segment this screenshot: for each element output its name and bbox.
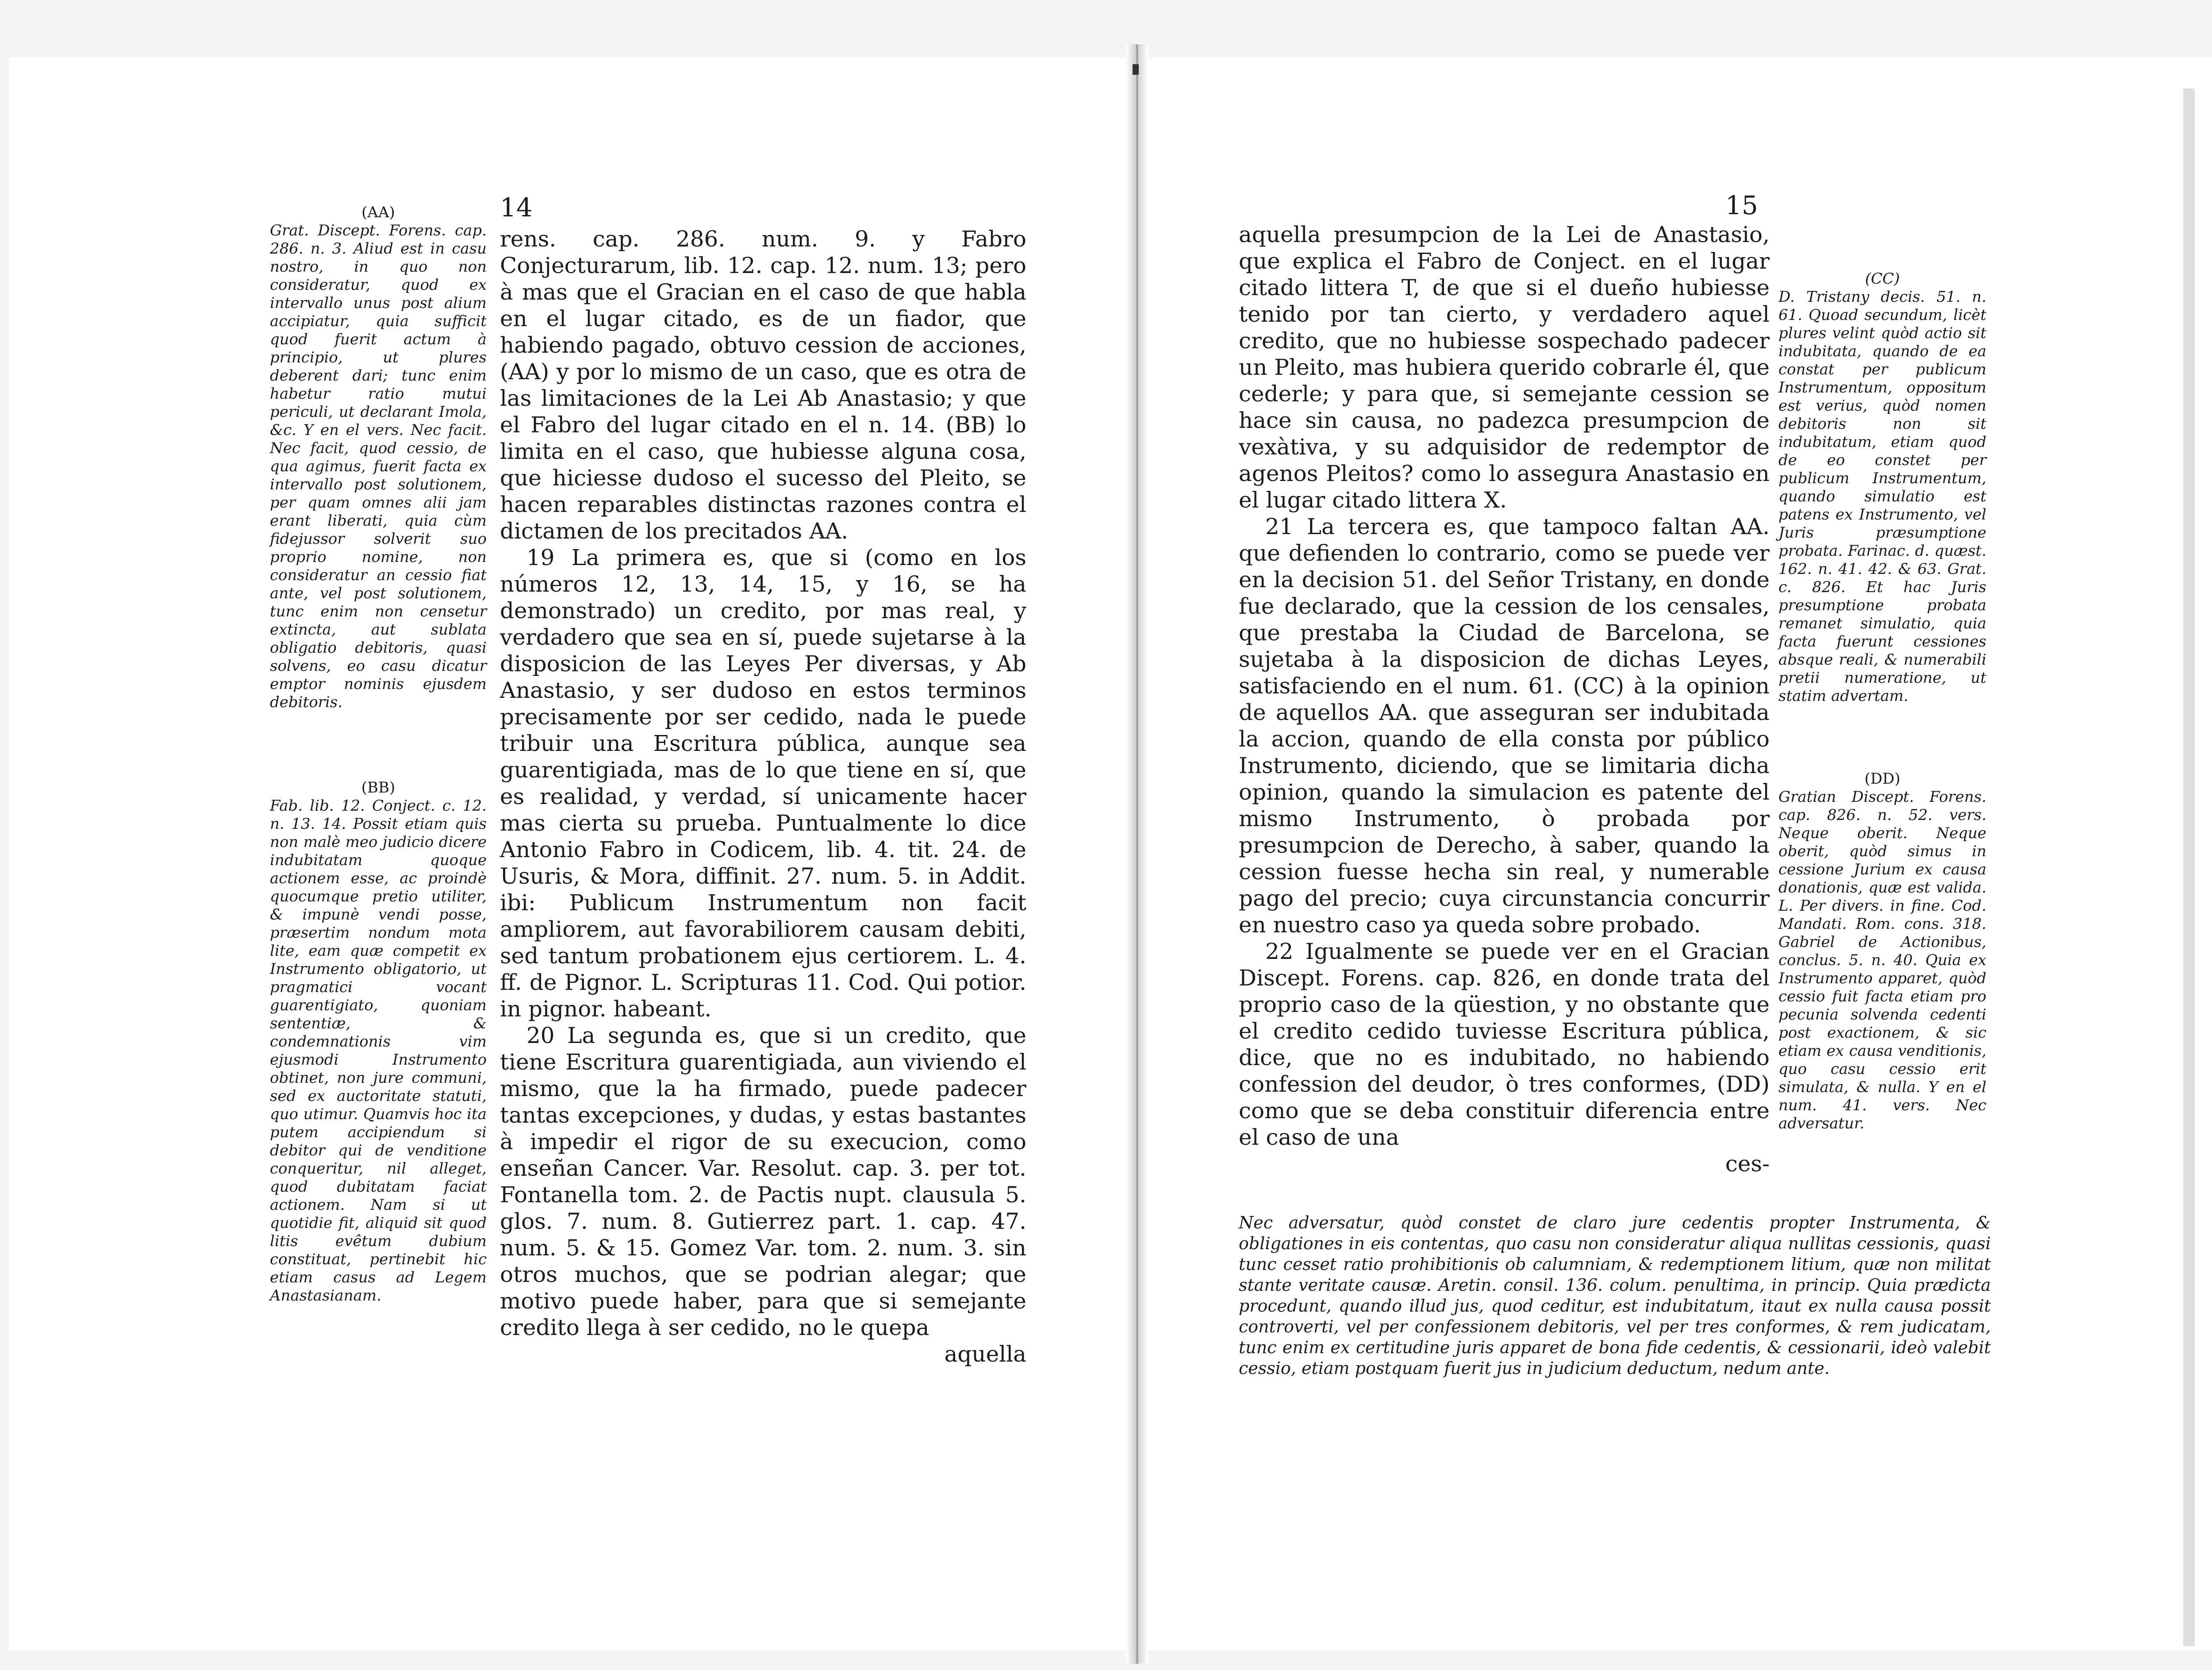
page-number-right: 15 [1725, 190, 1758, 220]
catchword-left: aquella [944, 1341, 1026, 1367]
sidenote-bb [270, 779, 487, 1305]
sidenote-aa-body: Grat. Discept. Forens. cap. 286. n. 3. Aliud est in casu nostro, in quo non consideratur, quod ex intervallo unus post alium accipiatur, quia sufficit quod fuerit actum à principio, ut plures deberent dari; tunc enim habetur ratio mutui periculi, ut declarant Imola, &c. Y en el vers. Nec facit. Nec facit, quod cessio, de qua agimus, fuerit facta ex intervallo post solutionem, per quam omnes alii jam erant liberati, quia cùm fidejussor solverit suo proprio nomine, non consideratur an cessio fiat ante, vel post solutionem, tunc enim non censetur extincta, aut sublata obligatio debitoris, quasi solvens, eo casu dicatur emptor nominis ejusdem debitoris. [270, 222, 487, 711]
paragraph-19: 19 La primera es, que si (como en los números 12, 13, 14, 15, y 16, se ha demonstrado) un credito, por mas real, y verdadero que sea en sí, puede sujetarse à la disposicion de las Leyes Per diversas, y Ab Anastasio, y ser dudoso en estos terminos precisamente por ser cedido, nada le puede tribuir una Escritura pública, aunque sea guarentigiada, mas de lo que tiene en sí, que es realidad, y verdad, sí unicamente hacer mas cierta su prueba. Puntualmente lo dice Antonio Fabro in Codicem, lib. 4. tit. 24. de Usuris, & Mora, diffinit. 27. num. 5. in Addit. ibi: Publicum Instrumentum non facit ampliorem, aut favorabiliorem causam debiti, sed tantum probationem ejus certiorem. L. 4. ff. de Pignor. L. Scripturas 11. Cod. Qui potior. in pignor. habeant. [500, 545, 1026, 1022]
sidenote-aa [270, 204, 487, 712]
main-text-right [1239, 221, 1770, 1177]
sidenote-dd-head: (DD) [1864, 770, 1901, 788]
paragraph-21: 21 La tercera es, que tampoco faltan AA. que defienden lo contrario, como se puede ver en la decision 51. del Señor Tristany, en donde fue declarado, que la cession de los censales, que prestaba la Ciudad de Barcelona, se sujetaba à la disposicion de dichas Leyes, satisfaciendo en el num. 61. (CC) à la opinion de aquellos AA. que asseguran ser indubitada la accion, quando de ella consta por público Instrumento, diciendo, que se limitaria dicha opinion, quando la simulacion es patente del mismo Instrumento, ò probada por presumpcion de Derecho, à saber, quando la cession fuesse hecha sin real, y numerable pago del precio; cuya circunstancia concurrir en nuestro caso ya queda sobre probado. [1239, 514, 1770, 938]
page-number-left: 14 [500, 192, 533, 223]
sidenote-bb-body: Fab. lib. 12. Conject. c. 12. n. 13. 14. Possit etiam quis non malè meo judicio dicere indubitatam quoque actionem esse, ac proindè quocumque pretio utiliter, & impunè vendi posse, præsertim nondum mota lite, eam quæ competit ex Instrumento obligatorio, ut pragmatici vocant guarentigiato, quoniam sententiæ, & condemnationis vim ejusmodi Instrumento obtinet, non jure communi, sed ex auctoritate statuti, quo utimur. Quamvis hoc ita putem accipiendum si debitor qui de venditione conqueritur, nil alleget, quod dubitatam faciat actionem. Nam si ut quotidie fit, aliquid sit quod litis evêtum dubium constituat, pertinebit hic etiam casus ad Legem Anastasianam. [270, 797, 487, 1304]
sidenote-cc-head: (CC) [1865, 270, 1900, 288]
sidenote-aa-head: (AA) [361, 204, 395, 221]
sidenote-cc [1778, 270, 1986, 705]
sidenote-bb-head: (BB) [361, 779, 396, 797]
main-text-left [500, 226, 1026, 1367]
paragraph-22: 22 Igualmente se puede ver en el Gracian Discept. Forens. cap. 826, en donde trata del proprio caso de la qüestion, y no obstante que el credito cedido tuviesse Escritura pública, dice, que no es indubitado, no habiendo confession del deudor, ò tres conformes, (DD) como que se deba constituir diferencia entre el caso de una [1239, 939, 1770, 1150]
sidenote-dd [1778, 770, 1986, 1133]
paragraph-20: 20 La segunda es, que si un credito, que tiene Escritura guarentigiada, aun viviendo el mismo, que la ha firmado, puede padecer tantas excepciones, y dudas, y estas bastantes à impedir el rigor de su execucion, como enseñan Cancer. Var. Resolut. cap. 3. per tot. Fontanella tom. 2. de Pactis nupt. clausula 5. glos. 7. num. 8. Gutierrez part. 1. cap. 47. num. 5. & 15. Gomez Var. tom. 2. num. 3. sin otros muchos, que se podrian alegar; que motivo puede haber, para que si semejante credito llega à ser cedido, no le quepa [500, 1023, 1026, 1340]
footnote-block: Nec adversatur, quòd constet de claro jure cedentis propter Instrumenta, & obligationes in eis contentas, quo casu non consideratur aliqua nullitas cessionis, quasi tunc cesset ratio prohibitionis ob calumniam, & redemptionem litium, quæ non militat stante veritate causæ. Aretin. consil. 136. colum. penultima, in princip. Quia prædicta procedunt, quando illud jus, quod ceditur, est indubitatum, itaut ex nulla causa possit controverti, vel per confessionem debitoris, vel per tres conformes, & rem judicatam, tunc enim ex certitudine juris apparet de bona fide cedentis, & cessionarii, ideò valebit cessio, etiam postquam fuerit jus in judicium deductum, nedum ante. [1239, 1213, 1991, 1378]
book-gutter [1126, 44, 1148, 1664]
sidenote-dd-body: Gratian Discept. Forens. cap. 826. n. 52. vers. Neque oberit. Neque oberit, quòd simus in cessione Jurium ex causa donationis, quæ est valida. L. Per divers. in fine. Cod. Mandati. Rom. cons. 318. Gabriel de Actionibus, conclus. 5. n. 40. Quia ex Instrumento apparet, quòd cessio fuit facta etiam pro pecunia solvenda cedenti post exactionem, & sic etiam ex causa venditionis, quo casu cessio erit simulata, & nulla. Y en el num. 41. vers. Nec adversatur. [1778, 788, 1986, 1132]
sidenote-cc-body: D. Tristany decis. 51. n. 61. Quoad secundum, licèt plures velint quòd actio sit indubitata, quando de ea constat per publicum Instrumentum, oppositum est verius, quòd nomen debitoris non sit indubitatum, etiam quod de eo constet per publicum Instrumentum, quando simulatio est patens ex Instrumento, vel Juris præsumptione probata. Farinac. d. quæst. 162. n. 41. 42. & 63. Grat. c. 826. Et hac Juris presumptione probata remanet simulatio, quia facta fuerunt cessiones absque reali, & numerabili pretii numeratione, ut statim advertam. [1778, 288, 1986, 705]
paragraph-continued-right: aquella presumpcion de la Lei de Anastasio, que explica el Fabro de Conject. en el lugar citado littera T, de que si el dueño hubiesse tenido por tan cierto, y verdadero aquel credito, que no hubiesse sospechado padecer un Pleito, mas hubiera querido cobrarle él, que cederle; y para que, si semejante cession se hace sin causa, no padezca presumpcion de vexàtiva, y su adquisidor de redemptor de agenos Pleitos? como lo assegura Anastasio en el lugar citado littera X. [1239, 222, 1770, 513]
paragraph-continued: rens. cap. 286. num. 9. y Fabro Conjecturarum, lib. 12. cap. 12. num. 13; pero à mas que el Gracian en el caso de que habla en el lugar citado, es de un fiador, que habiendo pagado, obtuvo cession de acciones, (AA) y por lo mismo de un caso, que es otra de las limitaciones de la Lei Ab Anastasio; y que el Fabro del lugar citado en el n. 14. (BB) lo limita en el caso, que hubiesse alguna cosa, que hiciesse dudoso el sucesso del Pleito, se hacen reparables distinctas razones contra el dictamen de los precitados AA. [500, 226, 1026, 544]
page-edge [2183, 89, 2195, 1646]
gutter-mark [1133, 64, 1139, 75]
catchword-right: ces- [1725, 1151, 1770, 1177]
